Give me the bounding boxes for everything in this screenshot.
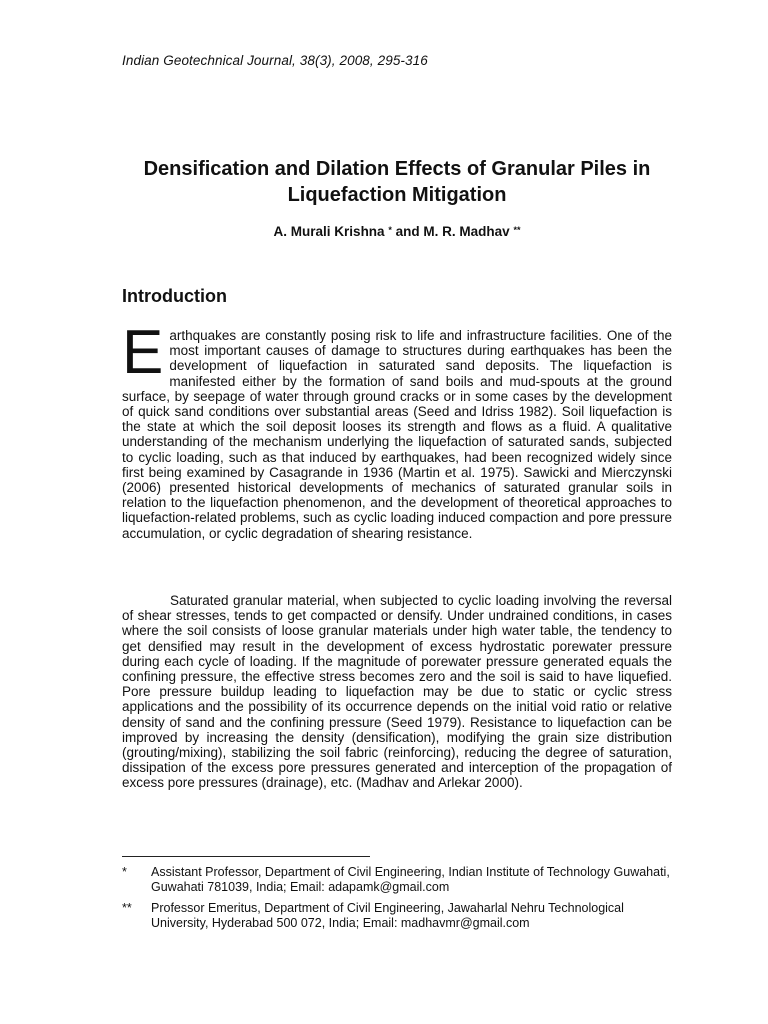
footnote-text: Professor Emeritus, Department of Civil Engineering, Jawaharlal Nehru Technological University, Hyderabad 500 072, India; Email: madhavmr@gmail.com [151,901,624,930]
journal-citation: Indian Geotechnical Journal, 38(3), 2008, 295-316 [122,53,428,68]
paragraph-text: arthquakes are constantly posing risk to life and infrastructure facilities. One of the most important causes of damage to structures during earthquakes has been the development of liquefaction in saturated sand deposits. The liquefaction is manifested either by the formation of sand boils and mud-spouts at the ground surface, by seepage of water through ground cracks or in some cases by the development of quick sand conditions over substantial areas (Seed and Idriss 1982). Soil liquefaction is the state at which the soil deposit looses its strength and flows as a fluid. A qualitative understanding of the mechanism underlying the liquefaction of saturated sands, subjected to cyclic loading, such as that induced by earthquakes, had been recognized widely since first being examined by Casagrande in 1936 (Martin et al. 1975). Sawicki and Mierczynski (2006) presented historical developments of mechanics of saturated granular soils in relation to the liquefaction phenomenon, and the development of theoretical approaches to liquefaction-related problems, such as cyclic loading induced compaction and pore pressure accumulation, or cyclic degradation of shearing resistance. [122,328,672,541]
drop-cap: E [122,318,164,387]
footnote-mark: * [122,865,127,879]
section-heading: Introduction [122,286,227,306]
footnote-divider [122,856,370,857]
author-line [122,224,672,239]
footnote [122,901,672,931]
author-footnote-mark: ** [513,225,521,235]
author-name: A. Murali Krishna [273,224,385,239]
author-footnote-mark: * [388,225,392,235]
footnote-mark: ** [122,901,132,915]
paragraph: Saturated granular material, when subjected to cyclic loading involving the reversal of shear stresses, tends to get compacted or densify. Under undrained conditions, in cases where the soil consists of loose granular materials under high water table, the tendency to get densified may result in the development of excess hydrostatic porewater pressure during each cycle of loading. If the magnitude of porewater pressure generated equals the confining pressure, the effective stress becomes zero and the soil is said to have liquefied. Pore pressure buildup leading to liquefaction may be due to static or cyclic stress applications and the possibility of its occurrence depends on the initial void ratio or relative density of sand and the confining pressure (Seed 1979). Resistance to liquefaction can be improved by increasing the density (densification), modifying the grain size distribution (grouting/mixing), stabilizing the soil fabric (reinforcing), reducing the degree of saturation, dissipation of the excess pore pressures generated and interception of the propagation of excess pore pressures (drainage), etc. (Madhav and Arlekar 2000). [122,593,672,791]
footnote-text: Assistant Professor, Department of Civil Engineering, Indian Institute of Technology Guwahati, Guwahati 781039, India; Email: adapamk@gmail.com [151,865,670,894]
author-name: M. R. Madhav [423,224,510,239]
paragraph [122,318,672,541]
author-separator: and [395,224,420,239]
paper-title: Densification and Dilation Effects of Granular Piles in Liquefaction Mitigation [143,158,651,206]
footnote [122,865,672,895]
